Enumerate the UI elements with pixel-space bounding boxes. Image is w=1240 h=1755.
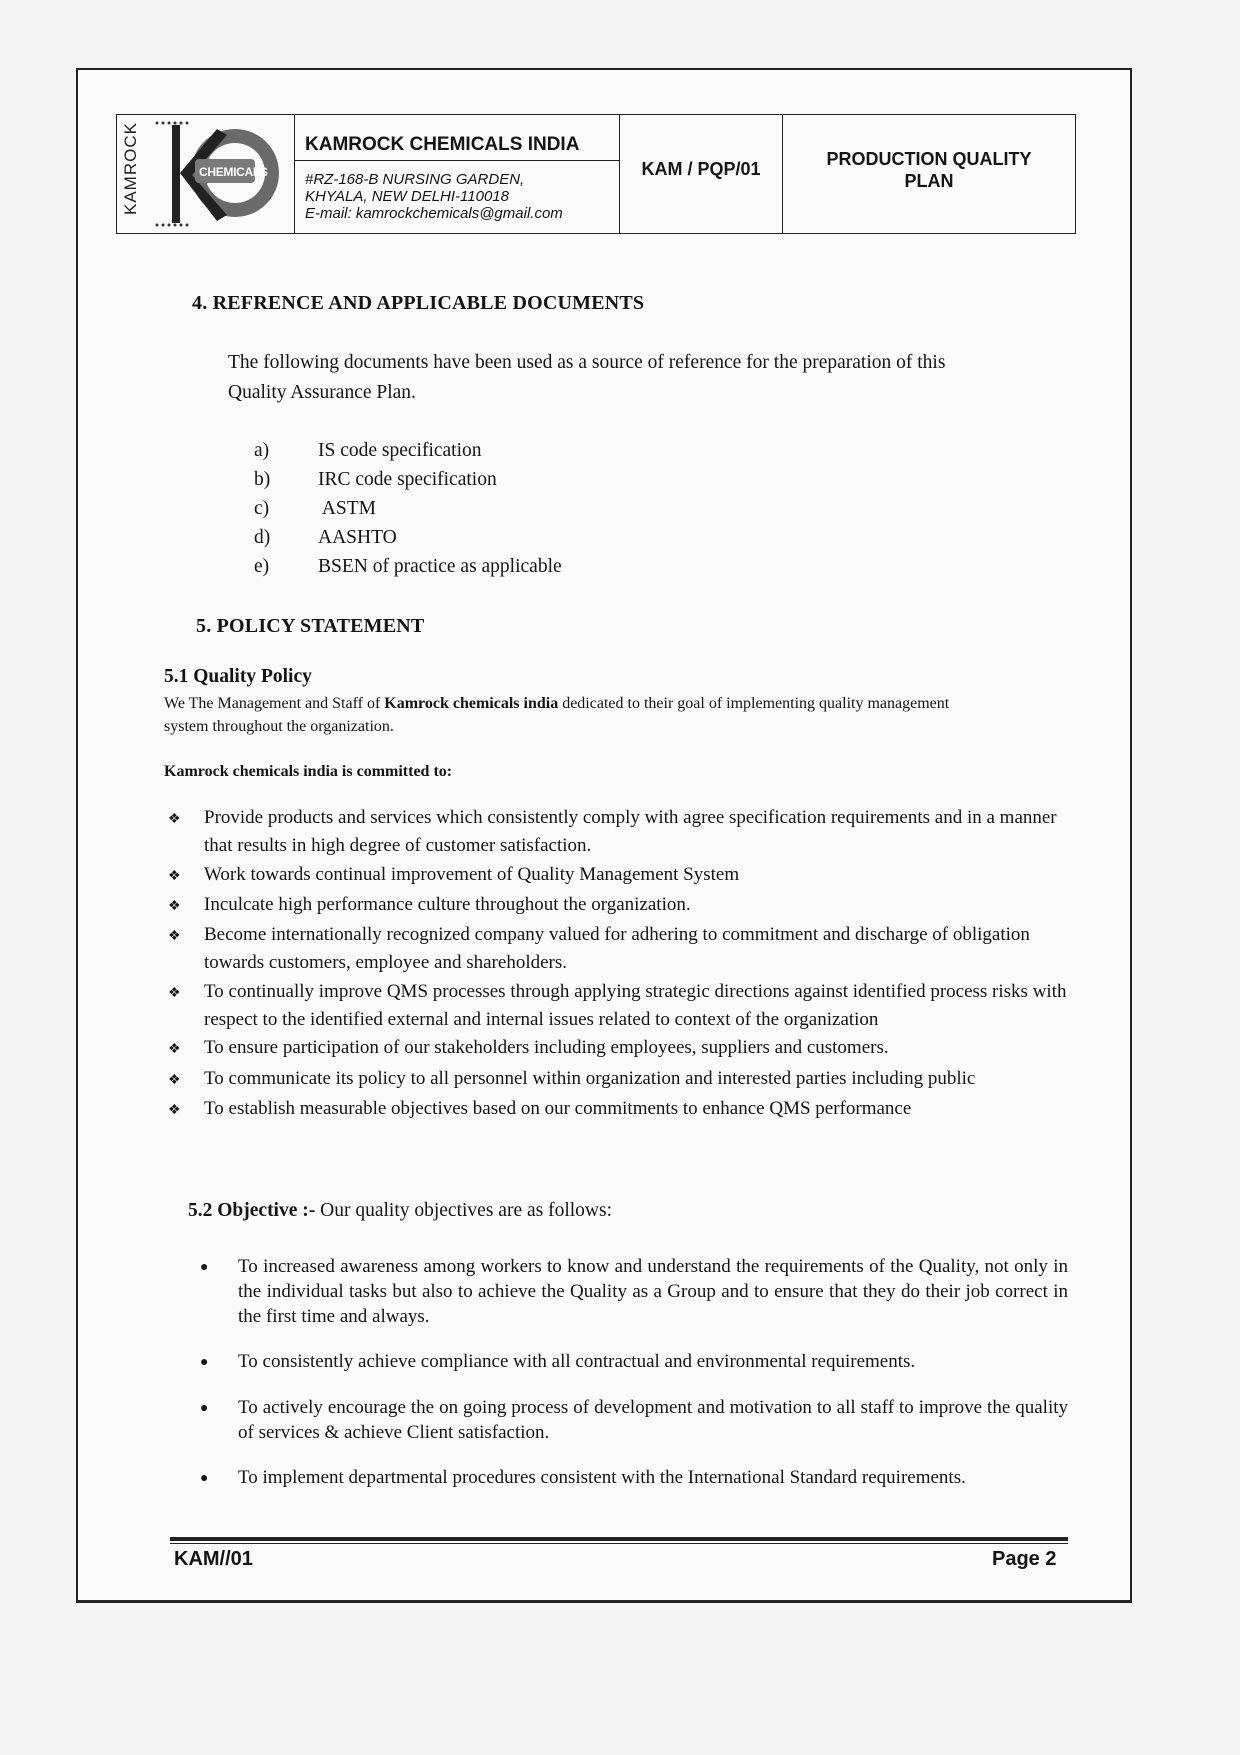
document-title-line-2: PLAN (904, 171, 954, 191)
bullet-icon: ● (200, 1355, 209, 1370)
diamond-bullet-icon: ❖ (168, 868, 181, 884)
list-item (168, 921, 1068, 978)
list-marker: e) (254, 556, 270, 577)
list-item-text: Work towards continual improvement of Quality Management System (204, 863, 740, 885)
policy-text-pre: We The Management and Staff of (164, 695, 385, 712)
list-marker: d) (254, 527, 271, 548)
list-item-text: IRC code specification (318, 469, 497, 490)
committed-to-text: Kamrock chemicals india is committed to: (164, 763, 453, 780)
list-item (254, 523, 562, 552)
list-item-text: Provide products and services which consistently comply with agree specification requirements and in a manner that results in high degree of customer satisfaction. (204, 807, 1057, 857)
footer-divider-thin (170, 1543, 1068, 1544)
commitments-list (168, 804, 1068, 1125)
logo-vertical-text: KAMROCK (121, 122, 140, 215)
section-4-heading: 4. REFRENCE AND APPLICABLE DOCUMENTS (192, 292, 645, 314)
list-item-text: To establish measurable objectives based on our commitments to enhance QMS performance (204, 1097, 912, 1119)
list-item (168, 891, 1068, 921)
list-item-text: To communicate its policy to all personnel within organization and interested parties including public (204, 1067, 976, 1089)
list-item-text: ASTM (318, 498, 376, 519)
list-item-text: To increased awareness among workers to know and understand the requirements of the Quality, not only in the individual tasks but also to achieve the Quality as a Group and to ensure that they do their job correct in the first time and always. (238, 1256, 1068, 1327)
document-header (116, 114, 1076, 234)
list-item-text: To actively encourage the on going process of development and motivation to all staff to improve the quality of services & achieve Client satisfaction. (238, 1397, 1068, 1443)
diamond-bullet-icon: ❖ (168, 1102, 181, 1118)
document-title (783, 115, 1075, 233)
bullet-icon: ● (200, 1260, 209, 1275)
bullet-icon: ● (200, 1471, 209, 1486)
list-item (254, 494, 562, 523)
email-line: E-mail: kamrockchemicals@gmail.com (305, 205, 563, 222)
list-marker: b) (254, 469, 271, 490)
list-item-text: Inculcate high performance culture throughout the organization. (204, 893, 691, 915)
list-item (254, 552, 562, 581)
bullet-icon: ● (200, 1401, 209, 1416)
section-4-intro (228, 348, 945, 408)
list-item (254, 465, 562, 494)
quality-policy-text (164, 692, 1084, 738)
list-item-text: To ensure participation of our stakeholders including employees, suppliers and customers. (204, 1037, 889, 1059)
address-line-1: #RZ-168-B NURSING GARDEN, (305, 171, 525, 188)
footer-divider (170, 1537, 1068, 1541)
list-item-text: Become internationally recognized company valued for adhering to commitment and discharge of obligation towards customers, employee and shareholders. (204, 924, 1030, 974)
list-item (168, 1095, 1068, 1125)
objective-intro: Our quality objectives are as follows: (315, 1200, 613, 1221)
policy-text-post: dedicated to their goal of implementing quality management (558, 695, 950, 712)
list-item-text: To consistently achieve compliance with all contractual and environmental requirements. (238, 1351, 916, 1372)
list-item (254, 436, 562, 465)
objective-heading (188, 1200, 612, 1222)
diamond-bullet-icon: ❖ (168, 929, 181, 945)
list-item (168, 978, 1068, 1035)
objectives-list (200, 1254, 1068, 1511)
reference-list (254, 436, 562, 581)
list-item (200, 1254, 1068, 1329)
quality-policy-heading: 5.1 Quality Policy (164, 666, 312, 687)
diamond-bullet-icon: ❖ (168, 1042, 181, 1058)
list-item-text: To continually improve QMS processes through applying strategic directions against identified process risks with respect to the identified external and internal issues related to context of the organization (204, 980, 1067, 1031)
policy-company-name: Kamrock chemicals india (384, 695, 559, 712)
list-item-text: AASHTO (318, 527, 397, 548)
diamond-bullet-icon: ❖ (168, 898, 181, 914)
section-4-intro-line-1: The following documents have been used as a source of reference for the preparation of this (228, 352, 946, 373)
document-code: KAM / PQP/01 (620, 115, 783, 233)
list-item (200, 1465, 1068, 1491)
company-address (295, 161, 619, 222)
list-marker: a) (254, 440, 270, 461)
list-item (168, 1065, 1068, 1095)
diamond-bullet-icon: ❖ (168, 1072, 181, 1088)
section-4-intro-line-2: Quality Assurance Plan. (228, 382, 416, 403)
company-cell (295, 115, 620, 233)
logo-badge-text: CHEMICALS (199, 165, 268, 179)
list-item-text: IS code specification (318, 440, 482, 461)
list-item (168, 804, 1068, 861)
list-item (200, 1349, 1068, 1375)
footer-doc-ref: KAM//01 (174, 1548, 253, 1570)
list-item-text: BSEN of practice as applicable (318, 556, 562, 577)
company-name: KAMROCK CHEMICALS INDIA (295, 115, 619, 161)
footer-page-number: Page 2 (992, 1548, 1057, 1570)
diamond-bullet-icon: ❖ (168, 812, 181, 827)
policy-text-line-2: system throughout the organization. (164, 718, 394, 735)
list-item-text: To implement departmental procedures consistent with the International Standard requirements. (238, 1467, 966, 1488)
diamond-bullet-icon: ❖ (168, 985, 181, 1001)
objective-number: 5.2 (188, 1200, 218, 1221)
section-5-heading: 5. POLICY STATEMENT (196, 615, 425, 637)
objective-label: Objective :- (217, 1200, 316, 1221)
document-title-line-1: PRODUCTION QUALITY (826, 149, 1032, 169)
address-line-2: KHYALA, NEW DELHI-110018 (305, 188, 509, 205)
company-logo (117, 115, 295, 233)
list-marker: c) (254, 498, 270, 519)
list-item (168, 1034, 1068, 1064)
list-item (200, 1395, 1068, 1445)
list-item (168, 861, 1068, 891)
